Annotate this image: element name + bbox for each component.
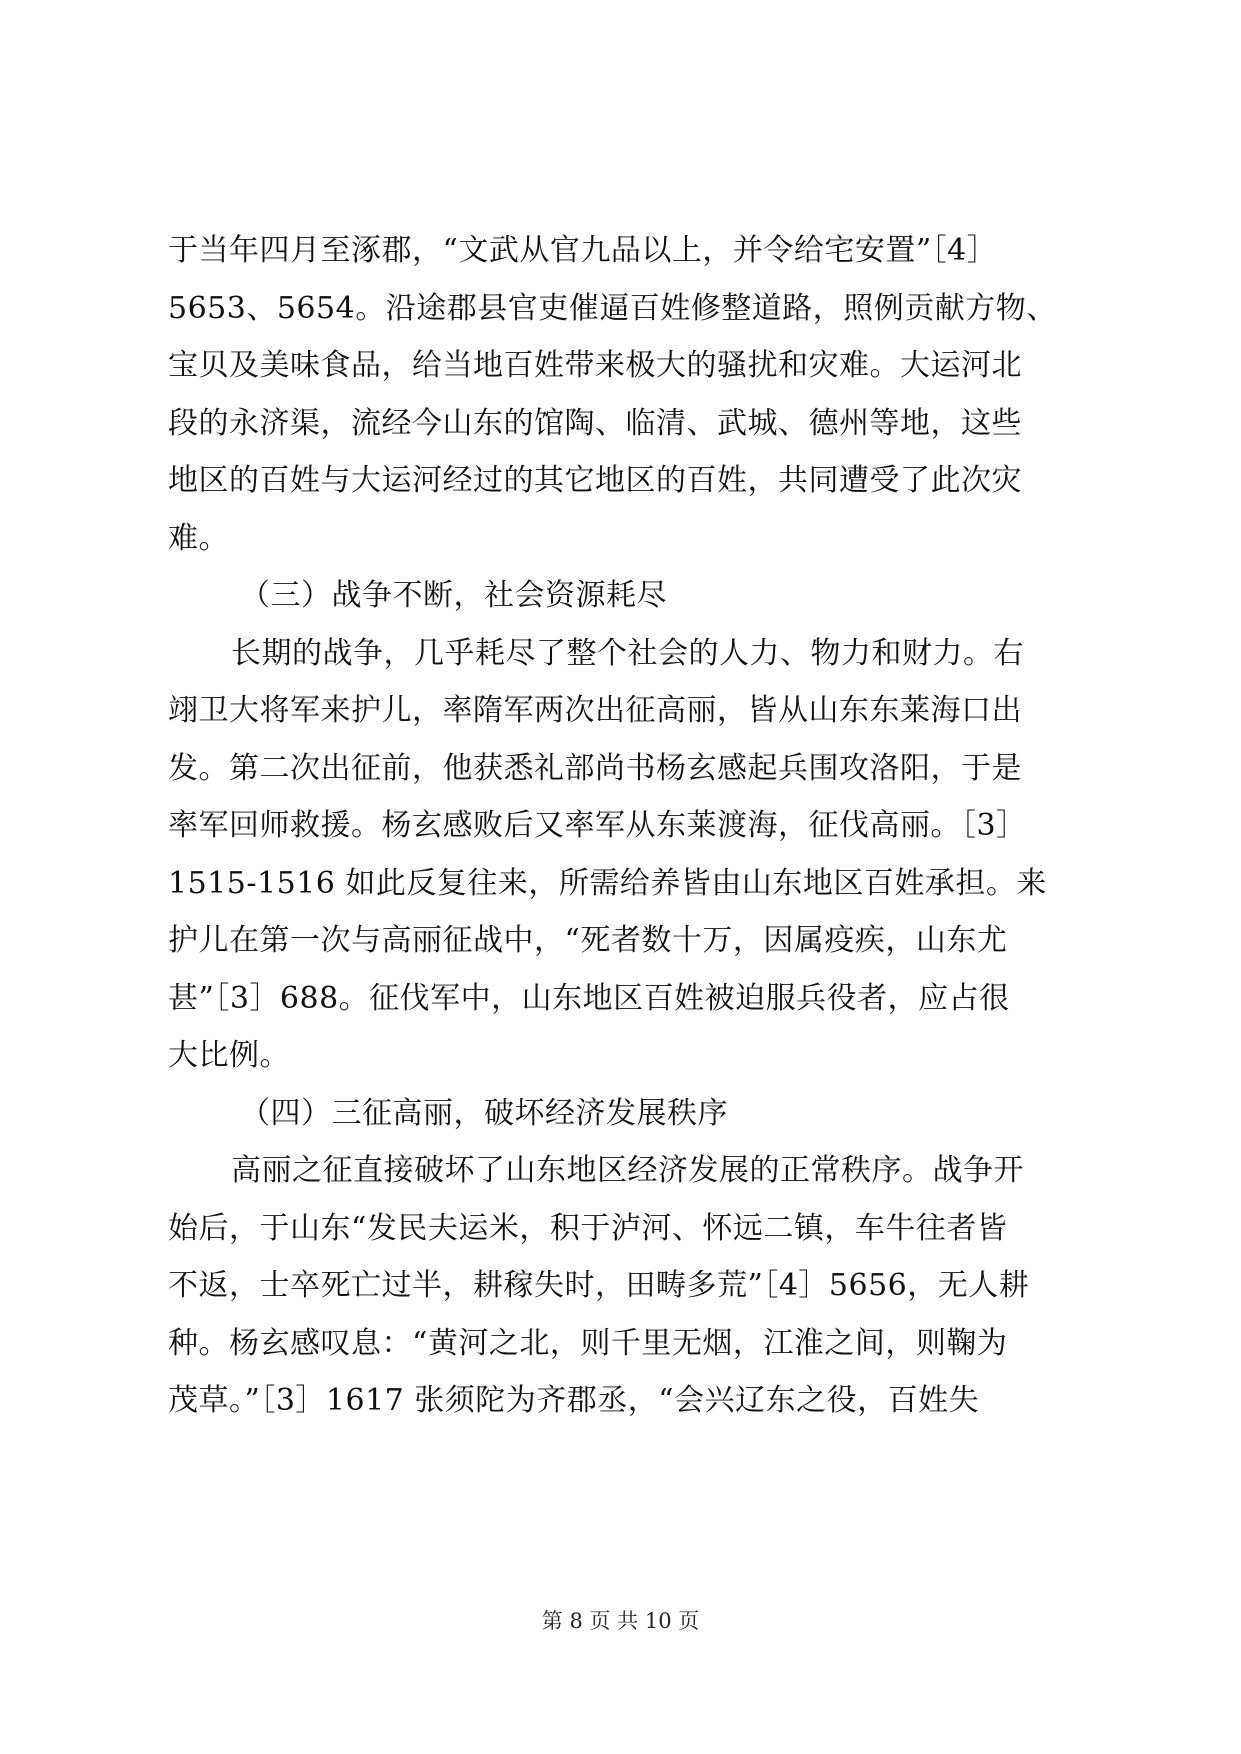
text-line: 1515-1516 如此反复往来，所需给养皆由山东地区百姓承担。来 xyxy=(168,865,1047,901)
page-footer: 第 8 页 共 10 页 xyxy=(541,1609,700,1633)
text-line: 宝贝及美味食品，给当地百姓带来极大的骚扰和灾难。大运河北 xyxy=(168,348,1022,383)
section-heading-3: （三）战争不断，社会资源耗尽 xyxy=(240,578,667,613)
text-line: 护儿在第一次与高丽征战中，“死者数十万，因属疫疾，山东尤 xyxy=(168,923,1008,958)
text-line: 于当年四月至涿郡，“文武从官九品以上，并令给宅安置”［4］ xyxy=(168,233,998,268)
text-line: 种。杨玄感叹息：“黄河之北，则千里无烟，江淮之间，则鞠为 xyxy=(168,1325,1008,1361)
text-line: 难。 xyxy=(168,520,229,556)
text-line: 始后，于山东“发民夫运米，积于泸河、怀远二镇，车牛往者皆 xyxy=(168,1210,1008,1246)
text-line: 发。第二次出征前，他获悉礼部尚书杨玄感起兵围攻洛阳，于是 xyxy=(168,750,1022,786)
document-body xyxy=(168,222,1083,1430)
paragraph-first-line: 长期的战争，几乎耗尽了整个社会的人力、物力和财力。右 xyxy=(231,635,1024,671)
text-line: 翊卫大将军来护儿，率隋军两次出征高丽，皆从山东东莱海口出 xyxy=(168,693,1022,728)
text-line: 5653、5654。沿途郡县官吏催逼百姓修整道路，照例贡献方物、 xyxy=(168,290,1057,326)
text-line: 率军回师救援。杨玄感败后又率军从东莱渡海，征伐高丽。［3］ xyxy=(168,808,1027,843)
text-line: 茂草。”［3］1617 张须陀为齐郡丞，“会兴辽东之役，百姓失 xyxy=(168,1383,980,1418)
text-line: 甚”［3］688。征伐军中，山东地区百姓被迫服兵役者，应占很 xyxy=(168,980,1010,1016)
text-line: 不返，士卒死亡过半，耕稼失时，田畴多荒”［4］5656，无人耕 xyxy=(168,1268,1030,1303)
text-line: 大比例。 xyxy=(168,1038,290,1073)
section-heading-4: （四）三征高丽，破坏经济发展秩序 xyxy=(240,1095,728,1131)
paragraph-first-line: 高丽之征直接破坏了山东地区经济发展的正常秩序。战争开 xyxy=(231,1153,1024,1188)
text-line: 地区的百姓与大运河经过的其它地区的百姓，共同遭受了此次灾 xyxy=(168,463,1022,498)
text-line: 段的永济渠，流经今山东的馆陶、临清、武城、德州等地，这些 xyxy=(168,405,1022,441)
